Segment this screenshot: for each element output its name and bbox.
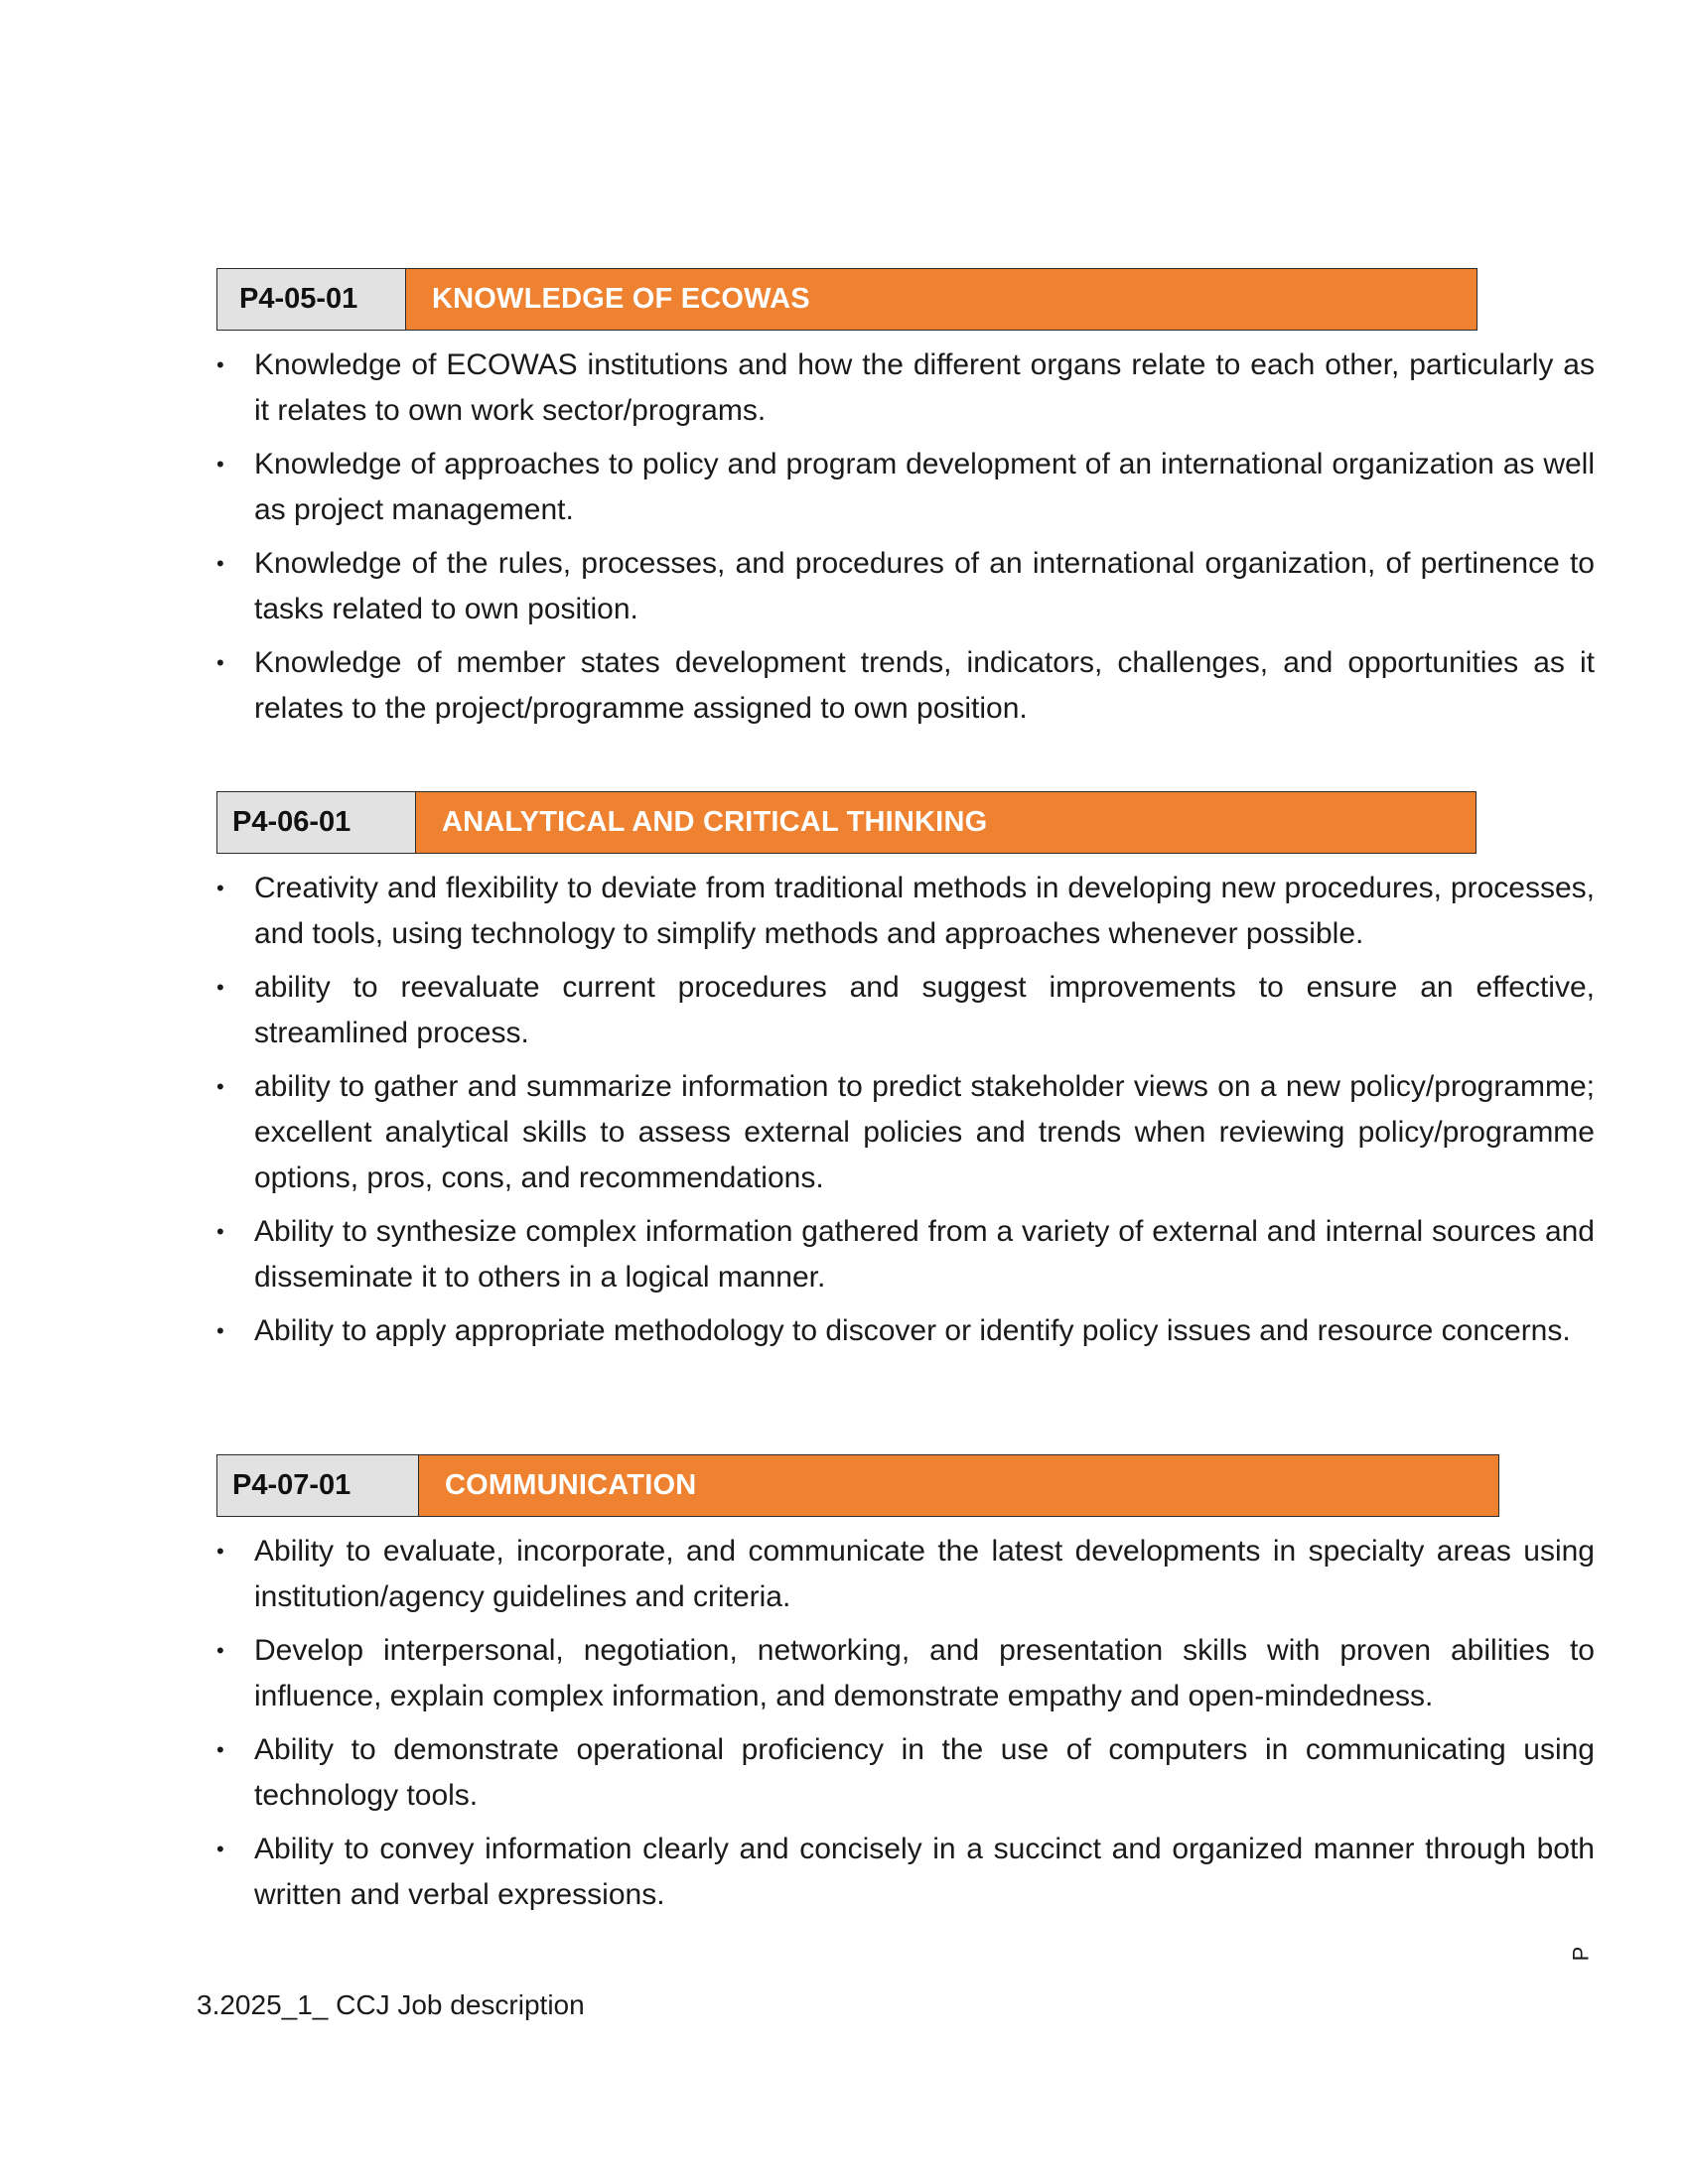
list-item [216, 1727, 1595, 1819]
list-item-text: Knowledge of the rules, processes, and procedures of an international organization, of pertinence to tasks related to own position. [254, 547, 1595, 625]
section-title: KNOWLEDGE OF ECOWAS [406, 269, 1477, 330]
bullet-icon: • [216, 1539, 224, 1564]
bullet-list [216, 342, 1595, 732]
list-item-text: ability to gather and summarize information to predict stakeholder views on a new policy/programme; excellent analytical skills to assess external policies and trends when reviewing policy/programme options, pros, cons, and recommendations. [254, 1070, 1595, 1194]
list-item-text: Ability to apply appropriate methodology to discover or identify policy issues and resource concerns. [254, 1314, 1571, 1347]
bullet-icon: • [216, 452, 224, 477]
bullet-icon: • [216, 1219, 224, 1244]
bullet-icon: • [216, 551, 224, 576]
list-item [216, 1529, 1595, 1620]
section-knowledge-of-ecowas [216, 268, 1595, 740]
list-item [216, 866, 1595, 957]
bullet-icon: • [216, 1737, 224, 1762]
bullet-icon: • [216, 352, 224, 377]
list-item [216, 541, 1595, 632]
list-item-text: Ability to evaluate, incorporate, and communicate the latest developments in specialty areas using institution/agency guidelines and criteria. [254, 1535, 1595, 1613]
section-header [216, 791, 1477, 854]
list-item [216, 640, 1595, 732]
section-header [216, 1454, 1499, 1517]
section-code: P4-07-01 [217, 1455, 419, 1516]
section-code: P4-06-01 [217, 792, 416, 853]
section-title: ANALYTICAL AND CRITICAL THINKING [416, 792, 1476, 853]
bullet-icon: • [216, 1638, 224, 1663]
list-item-text: Knowledge of member states development trends, indicators, challenges, and opportunities as it relates to the project/programme assigned to own position. [254, 646, 1595, 725]
list-item-text: Develop interpersonal, negotiation, networking, and presentation skills with proven abilities to influence, explain complex information, and demonstrate empathy and open-mindedness. [254, 1634, 1595, 1712]
list-item [216, 1209, 1595, 1300]
footer-text: 3.2025_1_ CCJ Job description [197, 1989, 585, 2020]
list-item [216, 1628, 1595, 1719]
list-item [216, 1064, 1595, 1201]
list-item-text: Ability to synthesize complex information gathered from a variety of external and internal sources and disseminate it to others in a logical manner. [254, 1215, 1595, 1294]
section-code: P4-05-01 [217, 269, 406, 330]
section-header [216, 268, 1477, 331]
bullet-icon: • [216, 1074, 224, 1099]
list-item-text: Ability to convey information clearly and concisely in a succinct and organized manner through both written and verbal expressions. [254, 1833, 1595, 1911]
list-item [216, 342, 1595, 434]
bullet-icon: • [216, 975, 224, 1000]
section-communication [216, 1454, 1595, 1926]
bullet-icon: • [216, 876, 224, 900]
list-item [216, 1308, 1595, 1354]
bullet-icon: • [216, 650, 224, 675]
list-item-text: Knowledge of approaches to policy and program development of an international organization as well as project management. [254, 448, 1595, 526]
list-item [216, 442, 1595, 533]
bullet-icon: • [216, 1318, 224, 1343]
list-item-text: Creativity and flexibility to deviate from traditional methods in developing new procedures, processes, and tools, using technology to simplify methods and approaches whenever possible. [254, 872, 1595, 950]
bullet-icon: • [216, 1837, 224, 1861]
list-item [216, 1827, 1595, 1918]
list-item-text: Knowledge of ECOWAS institutions and how the different organs relate to each other, particularly as it relates to own work sector/programs. [254, 348, 1595, 427]
section-title: COMMUNICATION [419, 1455, 1498, 1516]
list-item-text: Ability to demonstrate operational proficiency in the use of computers in communicating using technology tools. [254, 1733, 1595, 1812]
bullet-list [216, 1529, 1595, 1918]
bullet-list [216, 866, 1595, 1354]
list-item [216, 965, 1595, 1056]
list-item-text: ability to reevaluate current procedures and suggest improvements to ensure an effective, streamlined process. [254, 971, 1595, 1049]
section-analytical-thinking [216, 791, 1595, 1362]
page-marker: P [1568, 1946, 1594, 1962]
